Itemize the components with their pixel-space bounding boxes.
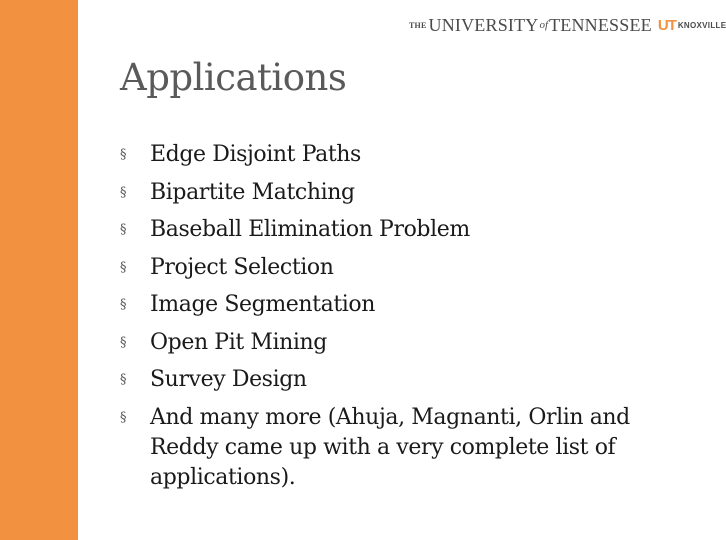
bullet-list [120, 140, 680, 500]
list-item [120, 328, 680, 358]
list-item-text: Baseball Elimination Problem [150, 217, 470, 242]
bullet-marker-icon: § [120, 147, 127, 162]
list-item [120, 215, 680, 245]
bullet-marker-icon: § [120, 297, 127, 312]
bullet-marker-icon: § [120, 259, 127, 275]
list-item-text: Project Selection [150, 254, 334, 280]
side-accent-bar [0, 0, 78, 540]
bullet-marker-icon: § [120, 222, 127, 237]
list-item-text: Image Segmentation [150, 292, 376, 317]
university-logo [409, 14, 726, 36]
logo-knoxville: KNOXVILLE [677, 20, 726, 30]
ut-logo-icon: UT [657, 16, 676, 34]
bullet-marker-icon: § [120, 184, 127, 200]
bullet-marker-icon: § [120, 372, 127, 387]
list-item [120, 290, 680, 320]
logo-university: UNIVERSITY [428, 14, 539, 35]
list-item-text: Edge Disjoint Paths [150, 142, 361, 167]
list-item [120, 253, 680, 283]
list-item [120, 365, 680, 395]
list-item-text: Survey Design [150, 367, 307, 392]
logo-the: THE [409, 20, 427, 30]
list-item [120, 140, 680, 170]
bullet-marker-icon: § [120, 409, 127, 425]
list-item [120, 178, 680, 208]
list-item-text: And many more (Ahuja, Magnanti, Orlin and Reddy came up with a very complete list of applications). [150, 404, 630, 490]
bullet-marker-icon: § [120, 334, 127, 350]
list-item-text: Open Pit Mining [150, 329, 327, 355]
logo-tennessee: TENNESSEE [549, 14, 652, 35]
list-item-text: Bipartite Matching [150, 179, 355, 205]
slide-title: Applications [120, 56, 347, 99]
list-item [120, 403, 680, 493]
logo-of: of [539, 19, 549, 31]
